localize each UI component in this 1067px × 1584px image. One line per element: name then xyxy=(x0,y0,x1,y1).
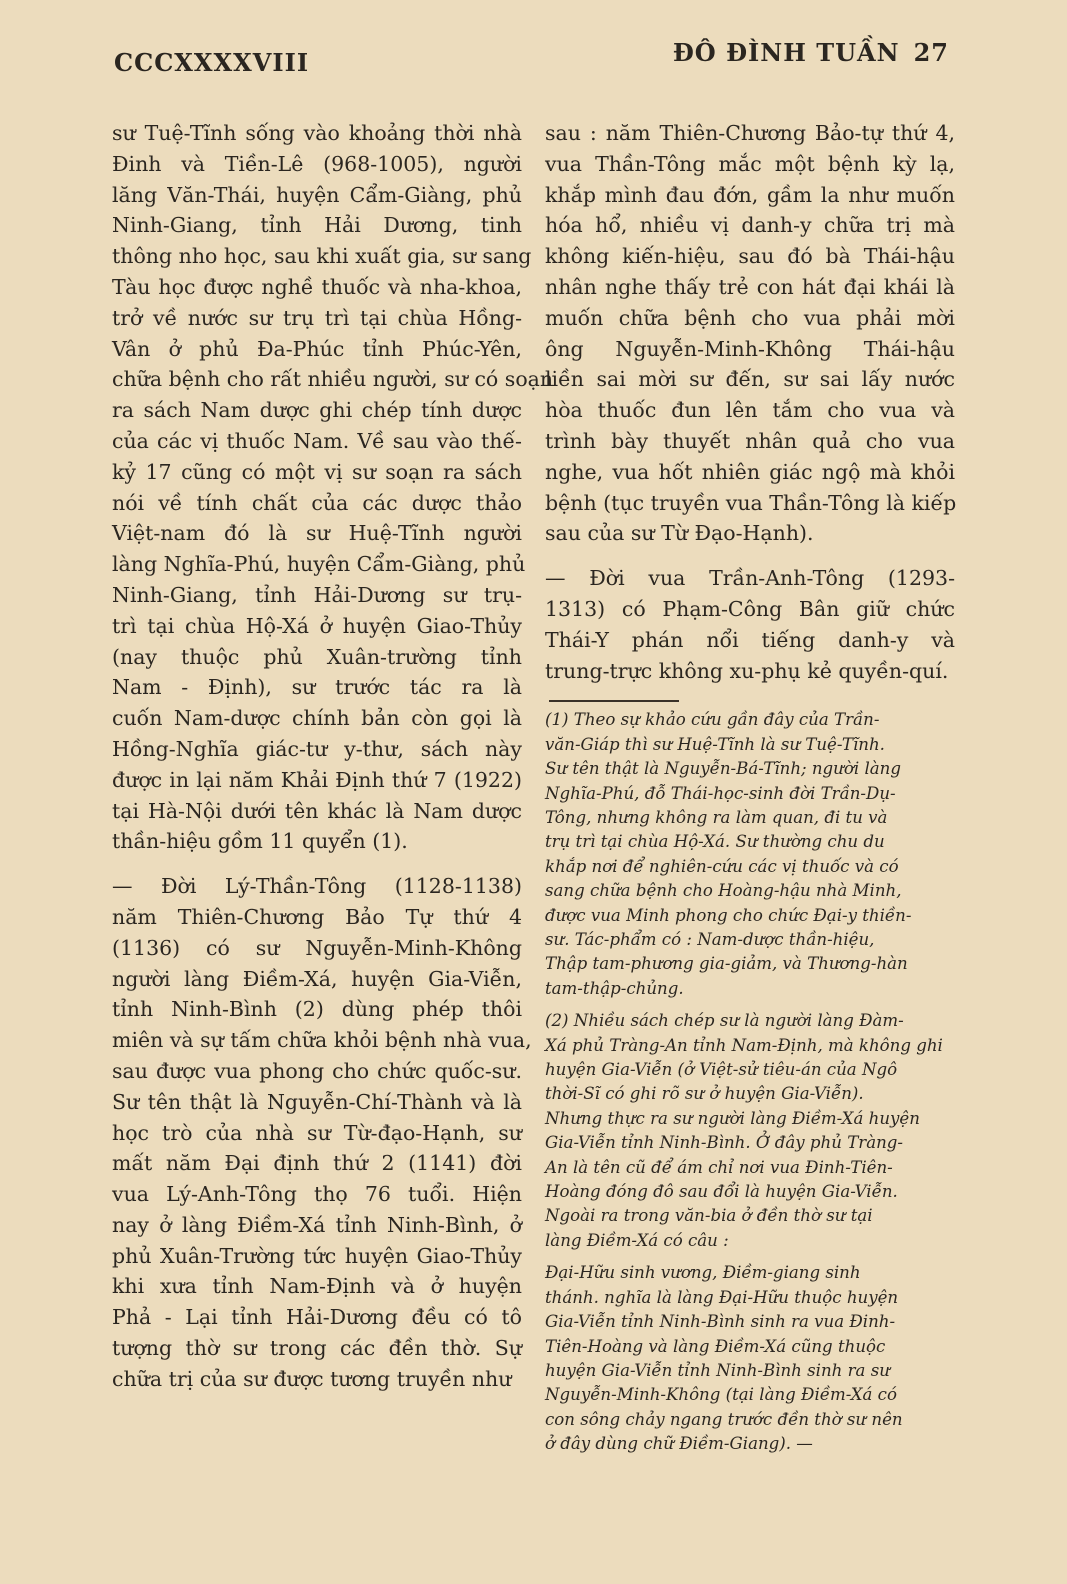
text-line: Thái-Y phán nổi tiếng danh-y và xyxy=(545,627,955,652)
text-line: người làng Điềm-Xá, huyện Gia-Viễn, xyxy=(112,966,522,991)
text-line: nói về tính chất của các dược thảo xyxy=(112,490,522,515)
text-line: sư Tuệ-Tĩnh sống vào khoảng thời nhà xyxy=(112,121,522,145)
text-line: 1313) có Phạm-Công Bân giữ chức xyxy=(545,596,955,621)
text-line: (1) Theo sự khảo cứu gần đây của Trần- xyxy=(545,710,880,730)
text-line: sau được vua phong cho chức quốc-sư. xyxy=(112,1058,522,1083)
text-line: Gia-Viễn tỉnh Ninh-Bình sinh ra vua Đinh- xyxy=(545,1312,896,1332)
text-line: trì tại chùa Hộ-Xá ở huyện Giao-Thủy xyxy=(112,613,522,638)
text-line: liền sai mời sư đến, sư sai lấy nước xyxy=(545,367,955,392)
right-column xyxy=(545,118,955,1457)
text-line: con sông chảy ngang trước đền thờ sư nên xyxy=(545,1409,903,1429)
left-paragraph-1 xyxy=(112,118,554,857)
text-line: muốn chữa bệnh cho vua phải mời xyxy=(545,305,955,330)
text-line: khi xưa tỉnh Nam-Định và ở huyện xyxy=(112,1274,522,1299)
text-line: vua Lý-Anh-Tông thọ 76 tuổi. Hiện xyxy=(112,1182,522,1207)
text-line: phủ Xuân-Trường tức huyện Giao-Thủy xyxy=(112,1243,522,1268)
text-line: lăng Văn-Thái, huyện Cẩm-Giàng, phủ xyxy=(112,182,522,207)
text-line: mất năm Đại định thứ 2 (1141) đời xyxy=(112,1151,522,1176)
text-line: chữa trị của sư được tương truyền như xyxy=(112,1366,512,1391)
text-line: tam-thập-chủng. xyxy=(545,978,684,998)
text-line: Tiên-Hoàng và làng Điềm-Xá cũng thuộc xyxy=(545,1336,886,1356)
text-line: thánh. nghĩa là làng Đại-Hữu thuộc huyện xyxy=(545,1287,899,1307)
text-line: cuốn Nam-dược chính bản còn gọi là xyxy=(112,706,522,731)
text-line: Xá phủ Tràng-An tỉnh Nam-Định, mà không ghi xyxy=(545,1035,943,1055)
text-line: thông nho học, sau khi xuất gia, sư sang xyxy=(112,244,532,269)
text-line: làng Điềm-Xá có câu : xyxy=(545,1230,729,1250)
footnote-1 xyxy=(545,708,955,1001)
text-line: Sư tên thật là Nguyễn-Bá-Tĩnh; người làng xyxy=(545,759,901,779)
text-line: trung-trực không xu-phụ kẻ quyền-quí. xyxy=(545,658,949,683)
left-paragraph-2 xyxy=(112,871,532,1395)
text-line: tỉnh Ninh-Bình (2) dùng phép thôi xyxy=(112,997,522,1022)
text-line: — Đời Lý-Thần-Tông (1128-1138) xyxy=(112,874,522,899)
text-line: học trò của nhà sư Từ-đạo-Hạnh, sư xyxy=(112,1120,522,1145)
text-line: Hồng-Nghĩa giác-tư y-thư, sách này xyxy=(112,736,522,761)
text-line: hóa hổ, nhiều vị danh-y chữa trị mà xyxy=(545,213,955,238)
text-line: được vua Minh phong cho chức Đại-y thiền- xyxy=(545,905,912,925)
text-line: Ninh-Giang, tỉnh Hải Dương, tinh xyxy=(112,213,522,238)
running-head xyxy=(673,38,949,67)
right-paragraph-1 xyxy=(545,118,955,549)
text-line: hòa thuốc đun lên tắm cho vua và xyxy=(545,398,955,423)
footnote-divider xyxy=(549,700,679,702)
text-line: ở đây dùng chữ Điềm-Giang). — xyxy=(545,1434,813,1454)
text-line: nghe, vua hốt nhiên giác ngộ mà khỏi xyxy=(545,459,955,484)
text-line: Nhưng thực ra sư người làng Điềm-Xá huyện xyxy=(545,1108,920,1128)
text-line: Hoàng đóng đô sau đổi là huyện Gia-Viễn. xyxy=(545,1182,898,1202)
text-line: tại Hà-Nội dưới tên khác là Nam dược xyxy=(112,798,522,823)
text-line: nay ở làng Điềm-Xá tỉnh Ninh-Bình, ở xyxy=(112,1212,522,1237)
text-line: Phả - Lại tỉnh Hải-Dương đều có tô xyxy=(112,1305,522,1330)
text-line: (2) Nhiều sách chép sư là người làng Đàm- xyxy=(545,1011,904,1031)
text-line: được in lại năm Khải Định thứ 7 (1922) xyxy=(112,767,522,792)
text-line: vua Thần-Tông mắc một bệnh kỳ lạ, xyxy=(545,151,955,176)
text-line: An là tên cũ để ám chỉ nơi vua Đinh-Tiên- xyxy=(545,1157,893,1177)
page-header xyxy=(110,38,949,78)
text-line: (nay thuộc phủ Xuân-trường tỉnh xyxy=(112,644,522,669)
text-line: sang chữa bệnh cho Hoàng-hậu nhà Minh, xyxy=(545,881,902,901)
text-line: huyện Gia-Viễn (ở Việt-sử tiêu-án của Ngô xyxy=(545,1060,898,1080)
text-line: thần-hiệu gồm 11 quyển (1). xyxy=(112,829,408,854)
author-name: ĐÔ ĐÌNH TUẦN xyxy=(672,38,900,67)
text-line: tượng thờ sư trong các đền thờ. Sự xyxy=(112,1336,522,1361)
text-line: của các vị thuốc Nam. Về sau vào thế- xyxy=(112,428,522,453)
text-line: kỷ 17 cũng có một vị sư soạn ra sách xyxy=(112,459,522,484)
text-line: văn-Giáp thì sư Huệ-Tĩnh là sư Tuệ-Tĩnh. xyxy=(545,734,885,754)
left-column xyxy=(112,118,554,1395)
text-line: năm Thiên-Chương Bảo Tự thứ 4 xyxy=(112,904,522,929)
text-line: ra sách Nam dược ghi chép tính dược xyxy=(112,398,522,423)
text-line: Việt-nam đó là sư Huệ-Tĩnh người xyxy=(112,521,522,546)
text-line: Tông, nhưng không ra làm quan, đi tu và xyxy=(545,807,888,827)
right-paragraph-2 xyxy=(545,563,955,686)
text-line: thời-Sĩ có ghi rõ sư ở huyện Gia-Viễn). xyxy=(545,1084,864,1104)
text-line: (1136) có sư Nguyễn-Minh-Không xyxy=(112,935,522,960)
text-line: Ngoài ra trong văn-bia ở đền thờ sư tại xyxy=(545,1206,873,1226)
text-line: bệnh (tục truyền vua Thần-Tông là kiếp xyxy=(545,490,957,515)
text-line: ông Nguyễn-Minh-Không Thái-hậu xyxy=(545,336,955,361)
footnote-2 xyxy=(545,1009,955,1253)
text-line: miên và sự tấm chữa khỏi bệnh nhà vua, xyxy=(112,1028,532,1053)
text-line: Đại-Hữu sinh vương, Điềm-giang sinh xyxy=(545,1263,861,1283)
roman-page-number: CCCXXXXVIII xyxy=(114,48,310,77)
text-line: Gia-Viễn tỉnh Ninh-Bình. Ở đây phủ Tràng- xyxy=(545,1133,904,1153)
text-line: Nam - Định), sư trước tác ra là xyxy=(112,675,522,700)
text-line: Nguyễn-Minh-Không (tại làng Điềm-Xá có xyxy=(545,1385,897,1405)
footnote-2-quote xyxy=(545,1261,955,1456)
text-line: sau : năm Thiên-Chương Bảo-tự thứ 4, xyxy=(545,121,955,145)
text-line: sư. Tác-phẩm có : Nam-dược thần-hiệu, xyxy=(545,930,875,949)
text-line: không kiến-hiệu, sau đó bà Thái-hậu xyxy=(545,244,955,269)
text-line: Vân ở phủ Đa-Phúc tỉnh Phúc-Yên, xyxy=(112,336,522,361)
text-line: sau của sư Từ Đạo-Hạnh). xyxy=(545,521,814,546)
text-line: làng Nghĩa-Phú, huyện Cẩm-Giàng, phủ xyxy=(112,552,526,577)
text-line: khắp mình đau đớn, gầm la như muốn xyxy=(545,182,955,207)
text-line: nhân nghe thấy trẻ con hát đại khái là xyxy=(545,274,955,299)
page-number: 27 xyxy=(913,38,949,67)
text-line: trình bày thuyết nhân quả cho vua xyxy=(545,428,955,453)
text-line: trụ trì tại chùa Hộ-Xá. Sư thường chu du xyxy=(545,832,885,852)
text-line: khắp nơi để nghiên-cứu các vị thuốc và có xyxy=(545,856,899,876)
text-line: Đinh và Tiền-Lê (968-1005), người xyxy=(112,151,522,176)
text-line: Ninh-Giang, tỉnh Hải-Dương sư trụ- xyxy=(112,582,522,607)
text-line: chữa bệnh cho rất nhiều người, sư có soạn xyxy=(112,367,554,392)
text-line: huyện Gia-Viễn tỉnh Ninh-Bình sinh ra sư xyxy=(545,1360,890,1380)
text-line: — Đời vua Trần-Anh-Tông (1293- xyxy=(545,566,955,591)
text-line: Nghĩa-Phú, đỗ Thái-học-sinh đời Trần-Dụ- xyxy=(545,783,896,803)
text-line: Sư tên thật là Nguyễn-Chí-Thành và là xyxy=(112,1089,522,1114)
text-line: Tàu học được nghề thuốc và nha-khoa, xyxy=(112,274,522,299)
text-line: Thập tam-phương gia-giảm, và Thương-hàn xyxy=(545,954,908,974)
text-line: trở về nước sư trụ trì tại chùa Hồng- xyxy=(112,305,522,330)
